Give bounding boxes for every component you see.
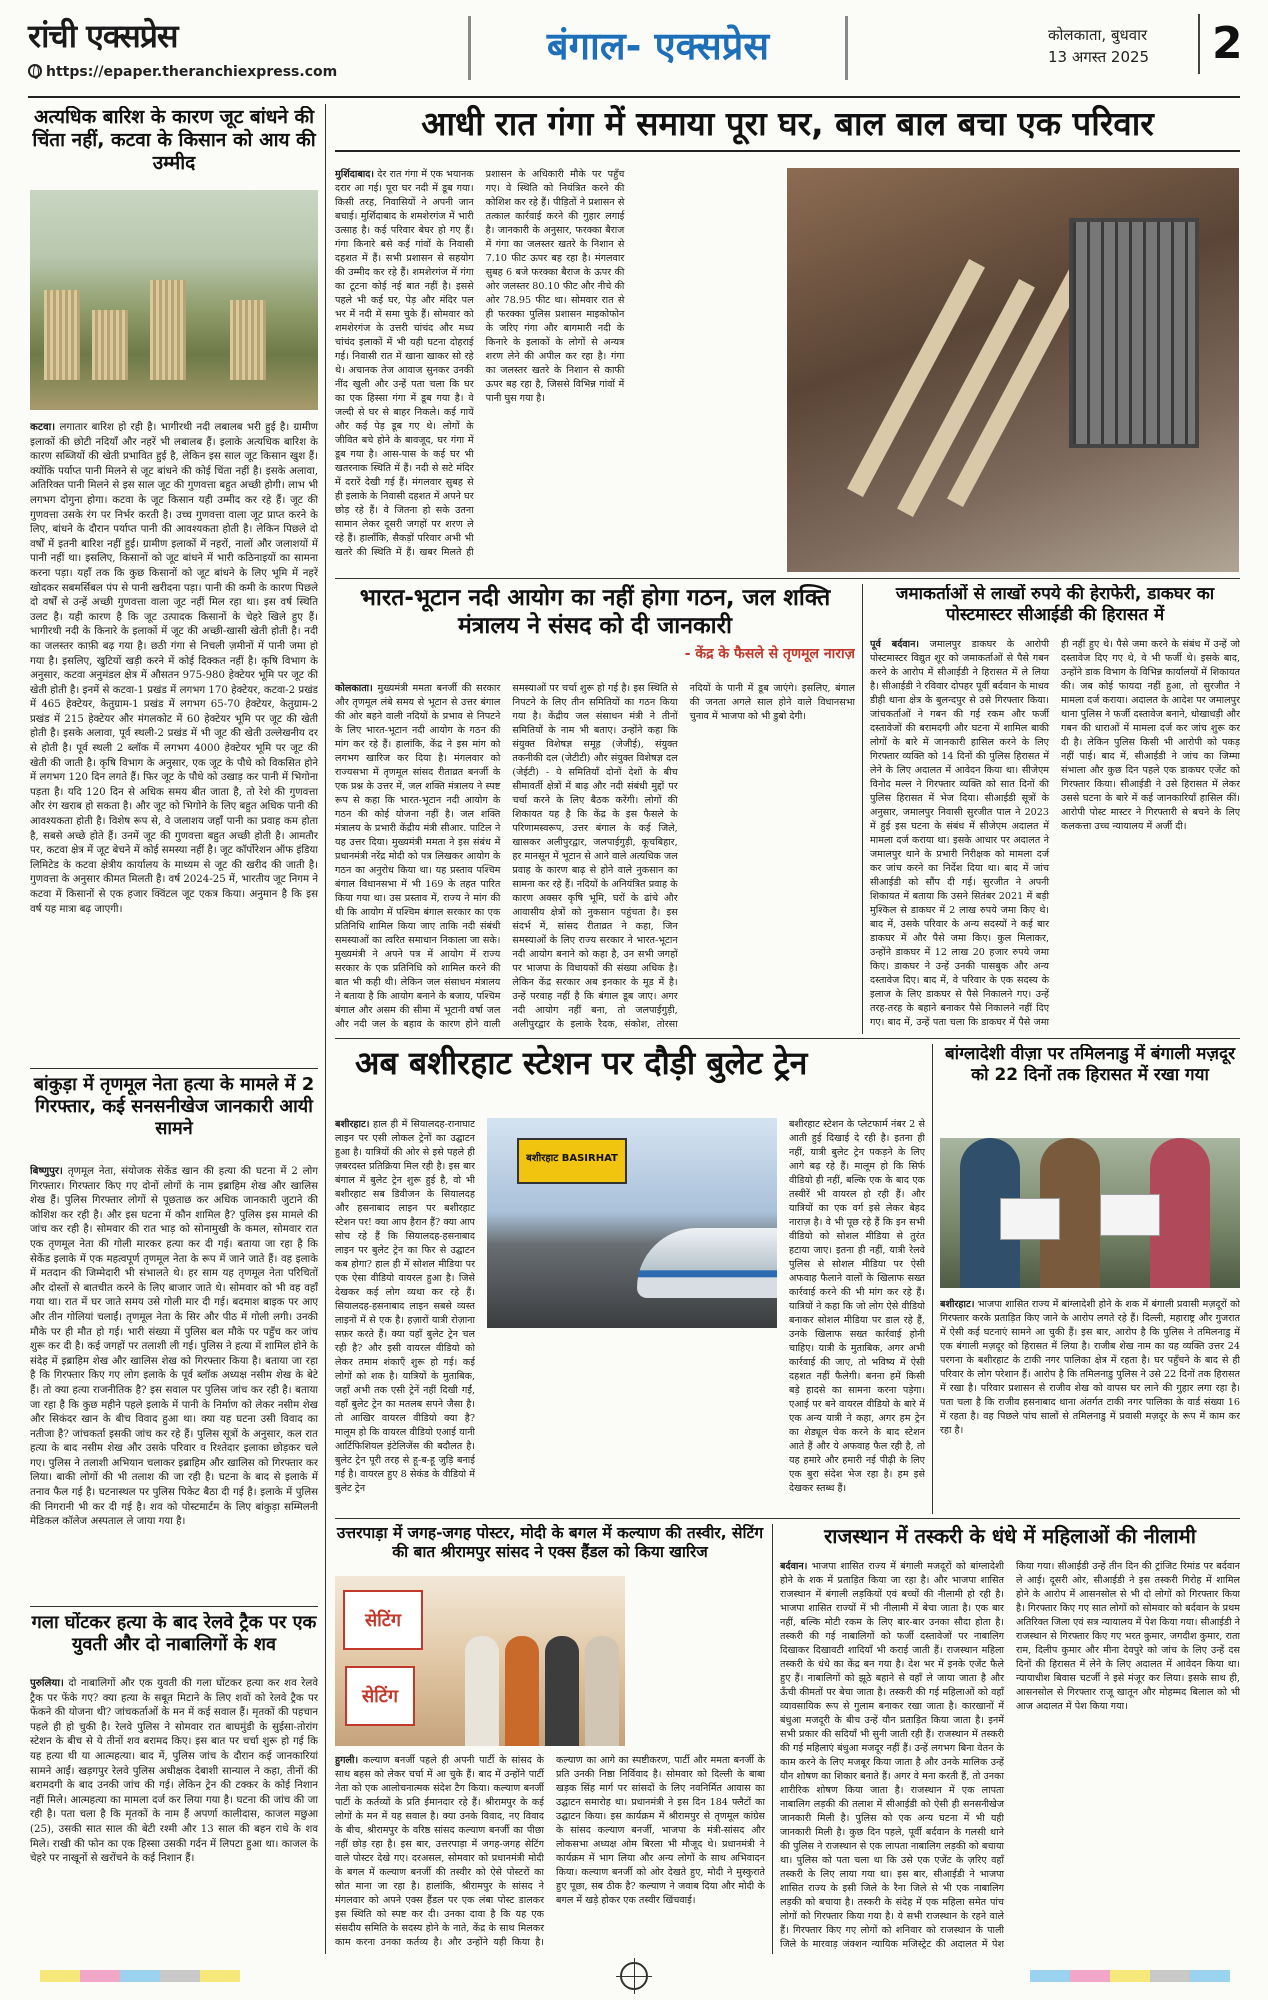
article-bullet-train <box>335 1044 925 1514</box>
bullet-train-photo <box>487 1118 777 1328</box>
article-body: बिष्णुपुर। तृणमूल नेता, संयोजक सेकेंड खान की हत्या की घटना में 2 लोग गिरफ्तार। गिरफ्तार किए गए दोनों लोगों के नाम इब्राहिम शेख और खालिस शेख हैं। पुलिस गिरफ्तार लोगों से पूछताछ कर अधिक जानकारी जुटाने की कोशिश कर रही है। और इस घटना में कौन शामिल है? पुलिस इस मामले की जांच कर रही है। सोमवार की रात भाड़ को सोनामुखी के कमल, सोमवार रात एक तृणमूल नेता की गोली मारकर हत्या कर दी गई। बताया जा रहा है कि सेकेंड इलाके में एक महत्वपूर्ण तृणमूल नेता के रूप में जाने जाते हैं। वह इलाके में मतदान की जिम्मेदारी भी संभालते थे। हर साम यह तृणमूल नेता परिचितों और दोस्तों से बातचीत करने के लिए बाजार जाते थे। सोमवार को भी वह वहाँ गया था। रात में घर जाते समय उसे गोली मार दी गई। बदमाश बाइक पर आए और तीन गोलियां चलाईं। तृणमूल नेता के सिर और पीठ में गोली लगी। उनकी मौके पर ही मौत हो गई। भारी संख्या में पुलिस बल मौके पर पहुँच कर जांच शुरू कर दी है। कई जगहों पर तलाशी ली गई। पुलिस ने हत्या में शामिल होने के संदेह में इब्राहिम शेख और खालिस शेख को गिरफ्तार किया है। बताया जा रहा है कि गिरफ्तार किए गए लोग इलाके के पूर्व ब्लॉक अध्यक्ष नसीम शेख के बेटे हैं। तो क्या हत्या राजनीतिक है? इस सवाल पर पुलिस जांच कर रही है। बताया जा रहा है कि कुछ महीने पहले इलाके में पानी के निर्माण को लेकर नसीम शेख और सिकंदर खान के बीच विवाद हुआ था। क्या यह घटना उसी विवाद का नतीजा है? जांचकर्ता इसकी जांच कर रहे हैं। पुलिस सूत्रों के अनुसार, कल रात हत्या के बाद नसीम शेख और उसके परिवार व रिश्तेदार इलाका छोड़कर चले गए। पुलिस ने तलाशी अभियान चलाकर इब्राहिम और खालिस को गिरफ्तार कर लिया। बाकी लोगों की भी तलाश की जा रही है। घटना के बाद से इलाके में तनाव फैल गई है। घटनास्थल पर पुलिस पिकेट बैठा दी गई है। इलाके में पुलिस की निगरानी भी कर दी गई है। शव को पोस्टमार्टम के लिए बांकुड़ा सम्मिलनी मेडिकल कॉलेज अस्पताल ले जाया गया है। <box>30 1165 318 1528</box>
headline: अब बशीरहाट स्टेशन पर दौड़ी बुलेट ट्रेन <box>355 1044 808 1082</box>
poster: सेटिंग <box>345 1666 415 1726</box>
article-body: बशीरहाट। भाजपा शासित राज्य में बांग्लादेशी होने के शक में बंगाली प्रवासी मज़दूरों को गिरफ्तार करके प्रताड़ित किए जाने के आरोप लगते रहे हैं। दिल्ली, महाराष्ट्र और गुजरात में ऐसी कई घटनाएं सामने आ चुकी हैं। इस बार, आरोप है कि पुलिस ने तमिलनाडु में एक बंगाली मज़दूर को हिरासत में लिया है। राजीब शेख नाम का यह व्यक्ति उत्तर 24 परगना के बशीरहाट के टाकी नगर पालिका क्षेत्र में रहता है। घर पहुँचने के बाद से ही परिवार के लोग परेशान हैं। आरोप है कि तमिलनाडु पुलिस ने उसे 22 दिनों तक हिरासत में रखा है। परिवार प्रशासन से राजीव शेख को वापस घर लाने की गुहार लगा रहा है। पता चला है कि राजीव हसनाबाद थाना अंतर्गत टाकी नगर पालिका के वार्ड संख्या 16 में रहता है। वह पिछले पांच सालों से तमिलनाडु में प्रवासी मज़दूर के रूप में काम कर रहा है। <box>940 1299 1240 1436</box>
article-ganga <box>335 104 1240 574</box>
poster-photo <box>335 1576 625 1746</box>
article-body: कटवा। लगातार बारिश हो रही है। भागीरथी नदी लबालब भरी हुई है। ग्रामीण इलाकों की छोटी नदियाँ और नहरें भी लबालब हैं। इलाके अत्यधिक बारिश के कारण सब्जियों की खेती प्रभावित हुई है, लेकिन इस साल जूट किसान खुश हैं। क्योंकि पर्याप्त पानी मिलने से जूट बांधने की कोई चिंता नहीं है। इसके अलावा, अतिरिक्त पानी मिलने से इस साल जूट की गुणवत्ता बहुत अच्छी होगी। लाभ भी लगभग दोगुना होगा। कटवा के जूट किसान यही उम्मीद कर रहे हैं। जूट की गुणवत्ता उसके रंग पर निर्भर करती है। उच्च गुणवत्ता वाला जूट प्राप्त करने के लिए, बांधने के दौरान पर्याप्त पानी की आवश्यकता होती है। लेकिन पिछले दो वर्षों में इतनी बारिश नहीं हुई। ग्रामीण इलाकों में नहरों, नालों और जलाशयों में पानी नहीं था। इसलिए, किसानों को जूट बांधने में भारी कठिनाइयों का सामना करना पड़ा। यहाँ तक कि कुछ किसानों को जूट बांधने के लिए भूमि में नहरें खोदकर सबमर्सिबल पंप से पानी खरीदना पड़ा। पानी की कमी के कारण पिछले दो वर्षों से उन्हें अच्छी गुणवत्ता वाला जूट नहीं मिल रहा था। इस वर्ष स्थिति उलट है। यही कारण है कि जूट उत्पादक किसानों के चेहरे खिले हुए हैं। भागीरथी नदी के किनारे के इलाकों में जूट की अच्छी-खासी खेती होती है। नदी का जलस्तर काफ़ी बढ़ गया है। छठी गंगा से निचली ज़मीनों में पानी जमा हो गया है। इसलिए, खुटियों खड़ी करने में कोई दिक्कत नहीं है। कृषि विभाग के अनुसार, कटवा अनुमंडल क्षेत्र में औसतन 975-980 हेक्टेयर भूमि पर जूट की खेती होती है। इनमें से कटवा-1 प्रखंड में लगभग 170 हेक्टेयर, कटवा-2 प्रखंड में 465 हेक्टेयर, केतुग्राम-1 प्रखंड में लगभग 65-70 हेक्टेयर, केतुग्राम-2 प्रखंड में 215 हेक्टेयर और मंगलकोट में 60 हेक्टेयर भूमि पर जूट की खेती होती है। इसके अलावा, पूर्व स्थली-2 प्रखंड में भी जूट की खेती उल्लेखनीय दर से होती है। पूर्व स्थली 2 ब्लॉक में लगभग 4000 हेक्टेयर भूमि पर जूट की खेती की जाती है। कृषि विभाग के अनुसार, एक जूट के पौधे को विकसित होने में लगभग 120 दिन लगते हैं। फिर जूट के पौधे को उखाड़ कर पानी में भिगोना पड़ता है। यदि 120 दिन से अधिक समय बीत जाता है, तो रेशे की गुणवत्ता और रंग खराब हो सकता है। और जूट को भिगोने के लिए बहुत अधिक पानी की आवश्यकता होती है। विशेष रूप से, वे जलाशय जहाँ पानी का प्रवाह कम होता है, सबसे अच्छे होते हैं। उनमें जूट की गुणवत्ता बहुत अच्छी होती है। आमतौर पर, कटवा क्षेत्र में जूट बेचने में कोई समस्या नहीं है। जूट कॉर्पोरेशन ऑफ इंडिया लिमिटेड के कटवा क्षेत्रीय कार्यालय के माध्यम से जूट की खरीद की जाती है। गुणवत्ता के अनुसार कीमत मिलती है। वर्ष 2024-25 में, भारतीय जूट निगम ने कटवा में किसानों से एक हजार क्विंटल जूट एकत्र किया। अनुमान है कि इस वर्ष यह मात्रा बढ़ जाएगी। <box>30 421 318 915</box>
divider <box>335 1518 1240 1519</box>
article-body: पुरुलिया। दो नाबालिगों और एक युवती की गला घोंटकर हत्या कर शव रेलवे ट्रैक पर फेंके गए? क्या हत्या के सबूत मिटाने के लिए शवों को रेलवे ट्रैक पर फेंकने की योजना थी? जांचकर्ताओं के मन में कई सवाल हैं। मृतकों की पहचान पहले ही हो चुकी है। रेलवे पुलिस ने सोमवार रात बाघमुंडी के सुईसा-तोरांग स्टेशन के बीच से ये तीनों शव बरामद किए। इस बात पर चर्चा शुरू हो गई कि यह हत्या थी या आत्महत्या। बाद में, पुलिस जांच के दौरान कई जानकारियां सामने आईं। खड़गपुर रेलवे पुलिस अधीक्षक देबाशी सान्याल ने कहा, तीनों की बरामदगी के बाद उनकी जांच की गई। लेकिन ट्रेन की टक्कर के कोई निशान नहीं मिले। आत्महत्या का मामला दर्ज कर लिया गया है। घटना की जांच की जा रही है। पता चला है कि मृतकों के नाम हैं अपर्णा कालीदास, काजल मछुआ (25), उसकी सात साल की बेटी रश्मी और 13 साल की बहन राधे के शव मिले। राखी की फोन का एक हिस्सा उसकी गर्दन में लिपटा हुआ था। काजल के चेहरे पर नाखूनों से खरोंचने के कई निशान हैं। <box>30 1677 318 1865</box>
jute-photo <box>30 190 318 410</box>
article-body: पूर्व बर्दवान। जमालपुर डाकघर के आरोपी पोस्टमास्टर विद्युत शूर को जमाकर्ताओं से पैसे गबन करने के आरोप में सीआईडी ने हिरासत में ले लिया है। सीआईडी ने रविवार दोपहर पूर्वी बर्दवान के माधव डीही थाना क्षेत्र के बुलन्दपुर से उसे गिरफ्तार किया। जांचकर्ताओं ने गबन की गई रकम और फर्जी दस्तावेजों की बरामदगी और घटना में शामिल बाकी लोगों के बारे में जानकारी हासिल करने के लिए गिरफ्तार व्यक्ति को 14 दिनों की पुलिस हिरासत में लेने के लिए अदालत में आवेदन किया था। सीजेएम विनोद मल्ल ने गिरफ्तार व्यक्ति को सात दिनों की पुलिस हिरासत में भेज दिया। सीआईडी सूत्रों के अनुसार, जमालपुर निवासी सुरजीत पाल ने 2023 में हुई इस घटना के संबंध में सीजेएम अदालत में मामला दर्ज कराया था। इसके आधार पर अदालत ने जमालपुर थाने के प्रभारी निरीक्षक को मामला दर्ज कर जांच करने का निर्देश दिया था। बाद में जांच सीआईडी को सौंप दी गई। सुरजीत ने अपनी शिकायत में बताया कि उसने सितंबर 2021 में बड़ी मुश्किल से डाकघर में 2 लाख रुपये जमा किए थे। बाद में, उसके परिवार के अन्य सदस्यों ने कई बार डाकघर में और पैसे जमा किए। कुल मिलाकर, उन्होंने डाकघर में 12 लाख 20 हजार रुपये जमा किए। डाकघर ने उन्हें उनकी पासबुक और अन्य दस्तावेज दिए। बाद में, वे परिवार के एक सदस्य के इलाज के लिए डाकघर से पैसे निकालने गए। उन्हें तरह-तरह के बहाने बनाकर पैसे निकालने नहीं दिए गए। बाद में, उन्हें पता चला कि डाकघर में पैसे जमा ही नहीं हुए थे। पैसे जमा करने के संबंध में उन्हें जो दस्तावेज दिए गए थे, वे भी फर्जी थे। इसके बाद, उन्होंने डाक विभाग के विभिन्न कार्यालयों में शिकायत की। जब कोई फायदा नहीं हुआ, तो सुरजीत ने मामला दर्ज कराया। अदालत के आदेश पर जमालपुर थाना पुलिस ने फर्जी दस्तावेज बनाने, धोखाधड़ी और गबन की धाराओं में मामला दर्ज कर जांच शुरू कर दी है। लेकिन पुलिस किसी भी आरोपी को पकड़ नहीं पाई। बाद में, सीआईडी ने जांच का जिम्मा संभाला और कुछ दिन पहले एक डाकघर एजेंट को गिरफ्तार किया। सीआईडी ने उसे हिरासत में लेकर उससे घटना के बारे में कई जानकारियाँ हासिल कीं। आरोपी पोस्ट मास्टर ने गिरफ्तारी से बचने के लिए कलकत्ता उच्च न्यायालय में अर्जी दी। <box>870 639 1240 1028</box>
article-body-left: बशीरहाट। हाल ही में सियालदह-रानाघाट लाइन पर एसी लोकल ट्रेनों का उद्घाटन हुआ है। यात्रियों की ओर से इसे पहले ही ज़बरदस्त प्रतिक्रिया मिल रही है। इस बार बंगाल में बुलेट ट्रेन शुरू हुई है, वो भी बशीरहाट सब डिवीजन के सियालदह और हसनाबाद लाइन पर बशीरहाट स्टेशन पर! क्या आप हैरान हैं? क्या आप सोच रहे हैं कि सियालदह-हसनाबाद लाइन पर बुलेट ट्रेन का फिर से उद्घाटन कब होगा? हाल ही में सोशल मीडिया पर एक ऐसा वीडियो वायरल हुआ है। जिसे देखकर कई लोग व्यथा कर रहे हैं। सियालदह-हसनाबाद लाइन सबसे व्यस्त लाइनों में से एक है। हज़ारों यात्री रोज़ाना सफ़र करते हैं। क्या यहाँ बुलेट ट्रेन चल रही है? और इसी वायरल वीडियो को लेकर तमाम शंकाएँ शुरू हो गई। कई लोगों को शक है। यात्रियों के मुताबिक, जहाँ अभी तक एसी ट्रेनें नहीं दिखी गईं, वहाँ बुलेट ट्रेन का मतलब सपने जैसा है। तो आखिर वायरल वीडियो क्या है? मालूम हो कि वायरल वीडियो एआई यानी आर्टिफिशियल इंटेलिजेंस की बदौलत है। बुलेट ट्रेन पूरी तरह से हू-ब-हू जुड़ि बनाई गई है। वायरल हुए 8 सेकंड के वीडियो में बुलेट ट्रेन <box>335 1119 475 1494</box>
registration-mark-icon <box>620 1962 648 1990</box>
article-postoffice <box>870 584 1240 1034</box>
article-uttarpara <box>335 1524 765 1954</box>
section-title: बंगाल- एक्सप्रेस <box>546 24 770 68</box>
article-rajasthan <box>780 1524 1240 1954</box>
headline: आधी रात गंगा में समाया पूरा घर, बाल बाल बचा एक परिवार <box>335 104 1240 152</box>
date: 13 अगस्त 2025 <box>1048 48 1150 66</box>
family-photo <box>940 1138 1240 1288</box>
issue-date <box>1048 24 1149 68</box>
section-title-box <box>468 16 848 80</box>
color-bar-left <box>40 1970 240 1982</box>
article-bhutan <box>335 584 855 1034</box>
article-tamilnadu <box>940 1044 1240 1514</box>
article-body: बर्दवान। भाजपा शासित राज्य में बंगाली मजदूरों को बांग्लादेशी होने के शक में प्रताड़ित किया जा रहा है। और भाजपा शासित राजस्थान में बंगाली लड़कियों एवं बच्चों की नीलामी हो रही है। भाजपा शासित राज्यों में भी नीलामी में बेचा जाता है। एक बार नहीं, बल्कि मोटी रकम के लिए बार-बार उनका सौदा होता है। तस्करी की गई नाबालिगों को फर्जी दस्तावेजों पर नाबालिग दिखाकर दिखावटी शादियाँ भी कराई जाती हैं। राजस्थान महिला तस्करी के धंधे का केंद्र बन गया है। देश भर में इनके एजेंट फैले हुए हैं। नाबालिगों को झूठे बहाने से वहाँ ले जाया जाता है और ऊँची कीमतों पर बेचा जाता है। तस्करी की गई महिलाओं को वहाँ व्यावसायिक रूप से गुलाम बनाकर रखा जाता है। कारखानों में बंधुआ मजदूरी के बीच उन्हें यौन प्रताड़ित किया जाता है। इनमें सभी प्रकार की सदियाँ भी सुनी जाती रही हैं। राजस्थान में तस्करी की गई महिलाएं बंधुआ मजदूर नहीं हैं। उन्हें लगभग बिना वेतन के काम करने के लिए मजबूर किया जाता है और उनके मालिक उन्हें यौन शोषण का शिकार बनाते हैं। अगर वे मना करती हैं, तो उनका शारीरिक शोषण किया जाता है। राजस्थान में एक लापता नाबालिग लड़की की तलाश में सीआईडी को ऐसी ही सनसनीखेज जानकारी मिली है। पुलिस को एक अन्य घटना में भी यही जानकारी मिली है। कुछ दिन पहले, पूर्वी बर्दवान के गलसी थाने की पुलिस ने राजस्थान से एक लापता नाबालिग लड़की को बचाया था। पुलिस को पता चला था कि उसे एक एजेंट के ज़रिए वहाँ तस्करी के लिए लाया गया था। इस बार, सीआईडी ने भाजपा शासित राज्य के इसी जिले के रैना जिले से भी एक नाबालिग लड़की को बचाया है। तस्करी के संदेह में एक महिला समेत पांच लोगों को गिरफ्तार किया गया है। ये सभी राजस्थान के रहने वाले हैं। गिरफ्तार किए गए लोगों को शनिवार को राजस्थान के पाली जिले के मारवाड़ जंक्शन न्यायिक मजिस्ट्रेट की अदालत में पेश किया गया। सीआईडी उन्हें तीन दिन की ट्रांजिट रिमांड पर बर्दवान ले आई। दूसरी ओर, सीआईडी ने इस तस्करी गिरोह में शामिल होने के आरोप में आसनसोल से भी दो लोगों को गिरफ्तार किया है। गिरफ्तार किए गए सात लोगों को सोमवार को बर्दवान के प्रथम अतिरिक्त जिला एवं सत्र न्यायालय में पेश किया गया। सीआईडी ने राजस्थान से गिरफ्तार किए गए भरत कुमार, जगदीश कुमार, राता राम, दिलीप कुमार और मीना देवपुरे को जांच के लिए उन्हें दस दिनों की हिरासत में लेने के लिए अदालत में आवेदन किया था। न्यायाधीश बिवास चटर्जी ने इसे मंजूर कर लिया। इसके साथ ही, आसनसोल से गिरफ्तार राजू खातून और मोहम्मद बिलाल को भी आज अदालत में पेश किया गया। <box>780 1561 1240 1950</box>
article-body-mid <box>487 1338 777 1512</box>
station-sign: बशीरहाट BASIRHAT <box>517 1138 627 1184</box>
headline: बांकुड़ा में तृणमूल नेता हत्या के मामले में 2 गिरफ्तार, कई सनसनीखेज जानकारी आयी सामने <box>33 1074 315 1139</box>
color-bar-right <box>1030 1970 1230 1982</box>
url-text[interactable]: https://epaper.theranchiexpress.com <box>46 64 338 80</box>
epaper-url[interactable] <box>28 64 337 80</box>
headline: उत्तरपाड़ा में जगह-जगह पोस्टर, मोदी के बगल में कल्याण की तस्वीर, सेटिंग की बात श्रीरामपुर सांसद ने एक्स हैंडल को किया खारिज <box>336 1524 764 1561</box>
headline: बांग्लादेशी वीज़ा पर तमिलनाडु में बंगाली मज़दूर को 22 दिनों तक हिरासत में रखा गया <box>944 1044 1236 1085</box>
divider <box>932 1044 933 1514</box>
masthead-rule <box>28 96 1240 98</box>
headline: अत्यधिक बारिश के कारण जूट बांधने की चिंता नहीं, कटवा के किसान को आय की उम्मीद <box>32 106 316 175</box>
divider <box>772 1524 773 1954</box>
headline: भारत-भूटान नदी आयोग का नहीं होगा गठन, जल शक्ति मंत्रालय ने संसद को दी जानकारी <box>359 585 831 640</box>
divider <box>862 584 863 1034</box>
collapsed-house-photo <box>787 168 1239 572</box>
globe-icon <box>28 64 42 78</box>
article-body: कोलकाता। मुख्यमंत्री ममता बनर्जी की सरकार और तृणमूल लंबे समय से भूटान से उत्तर बंगाल की ओर बहने वाली नदियों के प्रभाव से निपटने के लिए भारत-भूटान नदी आयोग के गठन की मांग कर रहे हैं। हालांकि, केंद्र ने इस मांग को लगभग खारिज कर दिया है। मंगलवार को राज्यसभा में तृणमूल सांसद रीताव्रत बनर्जी के एक प्रश्न के उत्तर में, जल शक्ति मंत्रालय ने स्पष्ट रूप से कहा कि भारत-भूटान नदी आयोग के गठन की कोई योजना नहीं है। जल शक्ति मंत्रालय के प्रभारी केंद्रीय मंत्री सीआर. पाटिल ने यह उत्तर दिया। मुख्यमंत्री ममता ने इस संबंध में प्रधानमंत्री नरेंद्र मोदी को पत्र लिखकर आयोग के गठन का अनुरोध किया था। यह प्रस्ताव पश्चिम बंगाल विधानसभा में भी 169 के तहत पारित किया गया था। उस प्रस्ताव में, राज्य ने मांग की थी कि आयोग में पश्चिम बंगाल सरकार का एक प्रतिनिधि शामिल किया जाए ताकि नदी संबंधी समस्याओं का त्वरित समाधान निकाला जा सके। मुख्यमंत्री ने अपने पत्र में आयोग में राज्य सरकार के एक प्रतिनिधि को शामिल करने की बात भी कही थी। लेकिन जल संसाधन मंत्रालय ने बताया है कि आयोग बनाने के बजाय, पश्चिम बंगाल और असम की सीमा में भूटानी वर्षा जल और नदी जल के बहाव के कारण होने वाली समस्याओं पर चर्चा शुरू हो गई है। इस स्थिति से निपटने के लिए तीन समितियों का गठन किया गया है। केंद्रीय जल संसाधन मंत्री ने तीनों समितियों के नाम भी बताए। उन्होंने कहा कि संयुक्त विशेषज्ञ समूह (जेजीई), संयुक्त तकनीकी दल (जेटीटी) और संयुक्त विशेषज्ञ दल (जेईटी) - ये समितियाँ दोनों देशों के बीच सीमावर्ती क्षेत्रों में बाढ़ और नदी संबंधी मुद्दों पर चर्चा करने के लिए बैठक करेंगी। लोगों की शिकायत यह है कि केंद्र के इस फैसले के परिणामस्वरूप, उत्तर बंगाल के कई जिले, खासकर अलीपुरद्वार, जलपाईगुड़ी, कूचबिहार, हर मानसून में भूटान से आने वाले अत्यधिक जल प्रवाह के कारण बाढ़ से होने वाले नुकसान का सामना कर रहे हैं। नदियों के अनियंत्रित प्रवाह के कारण अक्सर कृषि भूमि, घरों के ढांचे और आवासीय क्षेत्रों को नुकसान पहुंचता है। इस संदर्भ में, सांसद रीताव्रत ने कहा, जिन समस्याओं के लिए राज्य सरकार ने भारत-भूटान नदी आयोग बनाने को कहा है, उन सभी जगहों पर भाजपा के विधायकों की संख्या अधिक है। लेकिन केंद्र सरकार अब इनकार के मूड में है। उन्हें परवाह नहीं है कि बंगाल डूब जाए। अगर नदी आयोग नहीं बना, तो जलपाईगुड़ी, अलीपुरद्वार के इलाके रैदक, संकोश, तोरसा नदियों के पानी में डूब जाएंगे। इसलिए, बंगाल की जनता अगले साल होने वाले विधानसभा चुनाव में भाजपा को भी डुबो देगी। <box>335 683 855 1030</box>
divider <box>335 1038 1240 1039</box>
article-body: हुगली। कल्याण बनर्जी पहले ही अपनी पार्टी के सांसद के साथ बहस को लेकर चर्चा में आ चुके हैं। बाद में उन्होंने पार्टी नेता को एक आलोचनात्मक संदेश टैग किया। कल्याण बनर्जी पार्टी के कर्तव्यों के प्रति ईमानदार रहे हैं। श्रीरामपुर के कई लोगों के मन में यह सवाल है। क्या उनके विवाद, नए विवाद के बीच, श्रीरामपुर के वरिष्ठ सांसद कल्याण बनर्जी का पीछा नहीं छोड़ रहा है। इस बार, उत्तरपाड़ा में जगह-जगह सेटिंग वाले पोस्टर देखे गए। दरअसल, सोमवार को प्रधानमंत्री मोदी के बगल में कल्याण बनर्जी की तस्वीर को ऐसे पोस्टरों का स्रोत माना जा रहा है। हालांकि, श्रीरामपुर के सांसद ने मंगलवार को अपने एक्स हैंडल पर एक लंबा पोस्ट डालकर इस स्थिति को स्पष्ट कर दी। उनका दावा है कि यह एक संसदीय समिति के सदस्य होने के नाते, केंद्र के साथ मिलकर काम करना उनका कर्तव्य है। और उन्होंने यही किया है। कल्याण का आगे का स्पष्टीकरण, पार्टी और ममता बनर्जी के प्रति उनकी निष्ठा निर्विवाद है। सोमवार को दिल्ली के बाबा खड़क सिंह मार्ग पर सांसदों के लिए नवनिर्मित आवास का उद्घाटन समारोह था। प्रधानमंत्री ने इस दिन 184 फ्लैटों का उद्घाटन किया। इस कार्यक्रम में श्रीरामपुर से तृणमूल कांग्रेस के सांसद कल्याण बनर्जी, भाजपा के मंत्री-सांसद और लोकसभा अध्यक्ष ओम बिरला भी मौजूद थे। प्रधानमंत्री ने कार्यक्रम में भाग लिया और अन्य लोगों के साथ अभिवादन किया। कल्याण बनर्जी को ओर देखते हुए, मोदी ने मुस्कुराते हुए पूछा, सब ठीक है? कल्याण ने जवाब दिया और मोदी के बगल में खड़े होकर एक तस्वीर खिंचवाई। <box>335 1755 765 1948</box>
column-divider <box>325 104 326 1954</box>
divider <box>30 1606 318 1607</box>
subheadline: - केंद्र के फैसले से तृणमूल नाराज़ <box>684 646 855 663</box>
article-jute <box>30 106 318 1066</box>
headline: राजस्थान में तस्करी के धंधे में महिलाओं की नीलामी <box>824 1524 1196 1548</box>
city-day: कोलकाता, बुधवार <box>1048 26 1148 44</box>
headline: गला घोंटकर हत्या के बाद रेलवे ट्रैक पर एक युवती और दो नाबालिगों के शव <box>31 1612 317 1655</box>
newspaper-logo: रांची एक्सप्रेस <box>28 17 178 55</box>
headline: जमाकर्ताओं से लाखों रुपये की हेराफेरी, डाकघर का पोस्टमास्टर सीआईडी की हिरासत में <box>895 584 1215 625</box>
article-bankura <box>30 1074 318 1602</box>
masthead <box>28 14 1243 90</box>
poster: सेटिंग <box>343 1590 423 1650</box>
article-body: मुर्शिदाबाद। देर रात गंगा में एक भयानक दरार आ गई। पूरा घर नदी में डूब गया। किसी तरह, निवासियों ने अपनी जान बचाई। मुर्शिदाबाद के शमशेरगंज में भारी उत्साह है। कई परिवार बेघर हो गए हैं। गंगा किनारे बसे कई गांवों के निवासी दहशत में हैं। सभी प्रशासन से सहयोग की उम्मीद कर रहे हैं। शमशेरगंज में गंगा का टूटना कोई नई बात नहीं है। इससे पहले भी कई घर, पेड़ और मंदिर पल भर में नदी में समा चुके हैं। सोमवार को शमशेरगंज के उत्तरी चांचंद और मध्य चांचंद इलाकों में भी यही घटना दोहराई गई। निवासी रात में खाना खाकर सो रहे थे। अचानक तेज आवाज सुनकर उनकी नींद खुली और उन्हें पता चला कि घर का एक हिस्सा गंगा में डूब गया है। वे जल्दी से घर से बाहर निकले। कई गायें और कई पेड़ डूब गए थे। लोगों के जीवित बचे होने के बावजूद, घर गंगा में डूब गया है। आस-पास के कई घर भी खतरनाक स्थिति में हैं। नदी से सटे मंदिर में दरारें देखी गई हैं। मंगलवार सुबह से ही इलाके के निवासी दहशत में अपने घर छोड़ रहे हैं। वे जितना हो सके उतना सामान लेकर दूसरी जगहों पर शरण ले रहे हैं। हालाँकि, सैकड़ों परिवार अभी भी खतरे की स्थिति में हैं। खबर मिलते ही प्रशासन के अधिकारी मौके पर पहुँच गए। वे स्थिति को नियंत्रित करने की कोशिश कर रहे हैं। पीड़ितों ने प्रशासन से तत्काल कार्रवाई करने की गुहार लगाई है। जानकारी के अनुसार, फरक्का बैराज में गंगा का जलस्तर खतरे के निशान से 7.10 फीट ऊपर बह रहा है। मंगलवार सुबह 6 बजे फरक्का बैराज के ऊपर की ओर जलस्तर 80.10 फीट और नीचे की ओर 78.95 फीट था। सोमवार रात से ही फरक्का पुलिस प्रशासन माइकोफोन के जरिए गंगा और बागमारी नदी के किनारे के इलाकों के लोगों से अन्यत्र शरण लेने की अपील कर रहा है। गंगा का जलस्तर खतरे के निशान से काफी ऊपर बह रहा है, जिससे विभिन्न गांवों में पानी घुस गया है। <box>335 169 625 558</box>
article-body-right: बशीरहाट स्टेशन के प्लेटफार्म नंबर 2 से आती हुई दिखाई दे रही है। इतना ही नहीं, यात्री बुलेट ट्रेन पकड़ने के लिए आगे बढ़ रहे हैं। मालूम हो कि सिर्फ वीडियो ही नहीं, बल्कि एक के बाद एक तस्वीरें भी वायरल हो रही हैं। और यात्रियों का एक वर्ग इसे लेकर बेहद नाराज़ है। वे भी पूछ रहे हैं कि इन सभी वीडियो को सोशल मीडिया से तुरंत हटाया जाए। इतना ही नहीं, यात्री रेलवे पुलिस से सोशल मीडिया पर ऐसी अफवाह फैलाने वालों के खिलाफ सख्त कार्रवाई करने की भी मांग कर रहे हैं। यात्रियों ने कहा कि जो लोग ऐसे वीडियो बनाकर सोशल मीडिया पर डाल रहे हैं, उनके खिलाफ सख्त कार्रवाई होनी चाहिए। यात्री के मुताबिक, अगर अभी कार्रवाई की जाए, तो भविष्य में ऐसी दहशत नहीं फैलेगी। बनना हमें किसी बड़े हादसे का सामना करना पड़ेगा। एआई पर बने वायरल वीडियो के बारे में एक अन्य यात्री ने कहा, अगर हम ट्रेन का शेड्यूल चेक करने के बाद स्टेशन आते हैं और ये अफवाह फैल रही है, तो यह हमारे और हमारी नई पीढ़ी के लिए एक बुरा संदेश भेज रहा है। हम इसे देखकर स्तब्ध हैं। <box>789 1119 925 1494</box>
article-purulia <box>30 1612 318 1952</box>
divider <box>335 578 1240 579</box>
page-number: 2 <box>1198 14 1243 74</box>
divider <box>30 1068 318 1069</box>
